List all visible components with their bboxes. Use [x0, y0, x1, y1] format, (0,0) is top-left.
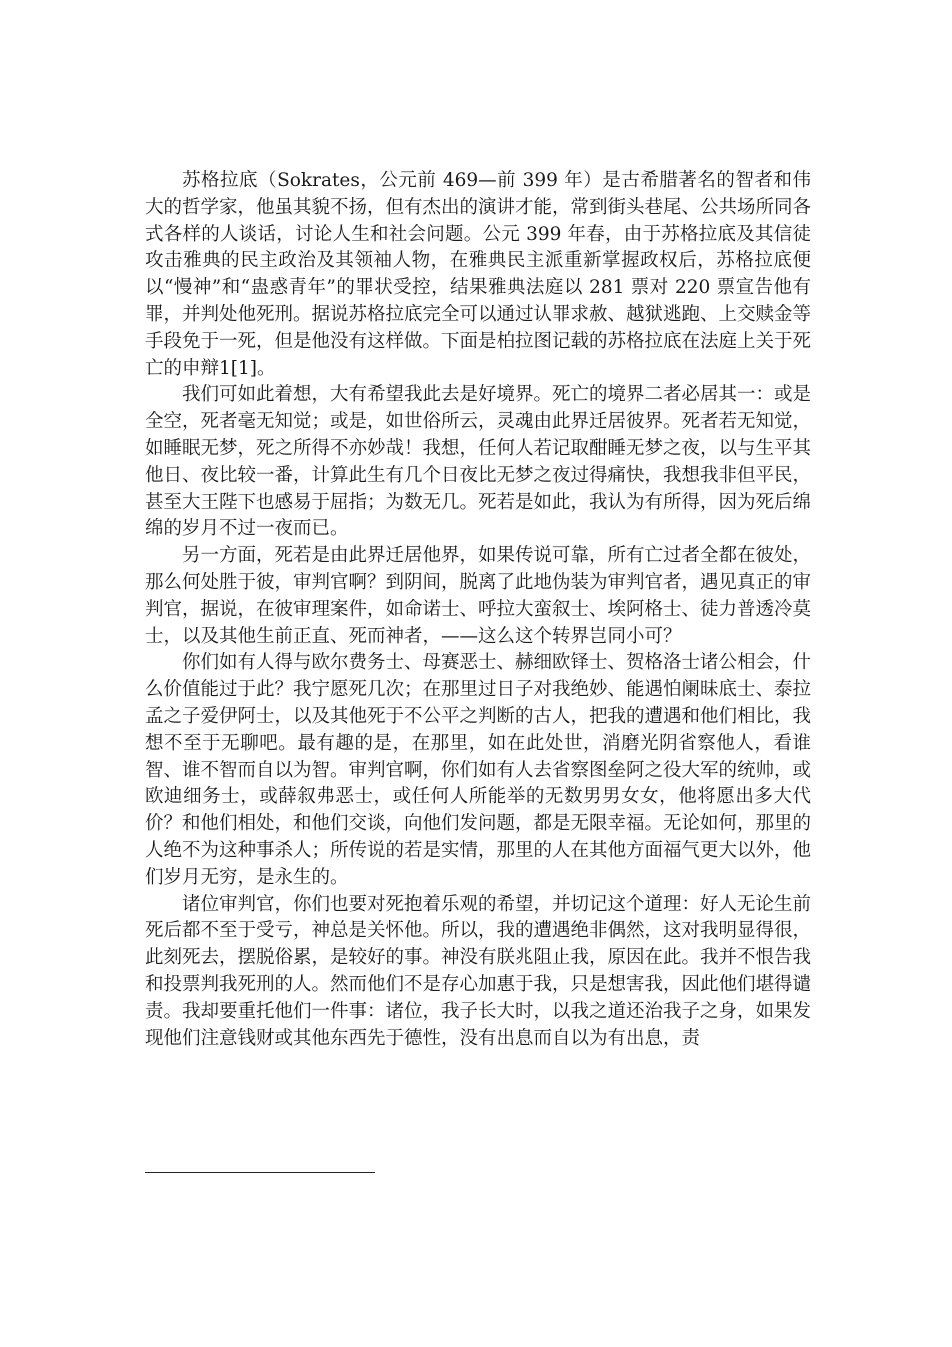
paragraph-intro: 苏格拉底（Sokrates，公元前 469—前 399 年）是古希腊著名的智者和伟大的哲学家，他虽其貌不扬，但有杰出的演讲才能，常到街头巷尾、公共场所同各式各样的人谈话，讨论人生和社会问题。公元 399 年春，由于苏格拉底及其信徒攻击雅典的民主政治及其领袖人物，在雅典民主派重新掌握政权后，苏格拉底便以“慢神”和“蛊惑青年”的罪状受控，结果雅典法庭以 281 票对 220 票宣告他有罪，并判处他死刑。据说苏格拉底完全可以通过认罪求赦、越狱逃跑、上交赎金等手段免于一死，但是他没有这样做。下面是柏拉图记载的苏格拉底在法庭上关于死亡的申辩1[1]。 — [145, 170, 812, 379]
paragraph-other-world: 另一方面，死若是由此界迁居他界，如果传说可靠，所有亡过者全都在彼处，那么何处胜于彼，审判官啊？到阴间，脱离了此地伪装为审判官者，遇见真正的审判官，据说，在彼审理案件，如命诺士、呼拉大蛮叙士、埃阿格士、徒力普透冷莫士，以及其他生前正直、死而神者，——这么这个转界岂同小可？ — [145, 545, 812, 647]
paragraph-death-hope: 我们可如此着想，大有希望我此去是好境界。死亡的境界二者必居其一：或是全空，死者毫无知觉；或是，如世俗所云，灵魂由此界迁居彼界。死者若无知觉，如睡眠无梦，死之所得不亦妙哉！我想，任何人若记取酣睡无梦之夜，以与生平其他日、夜比较一番，计算此生有几个日夜比无梦之夜过得痛快，我想我非但平民，甚至大王陛下也感易于屈指；为数无几。死若是如此，我认为有所得，因为死后绵绵的岁月不过一夜而已。 — [145, 384, 812, 540]
body-text — [145, 168, 811, 1052]
paragraph-meeting-ancients: 你们如有人得与欧尔费务士、母赛恶士、赫细欧铎士、贺格洛士诸公相会，什么价值能过于此？我宁愿死几次；在那里过日子对我绝妙、能遇怕阑昧底士、泰拉孟之子爱伊阿士，以及其他死于不公平之判断的古人，把我的遭遇和他们相比，我想不至于无聊吧。最有趣的是，在那里，如在此处世，消磨光阴省察他人，看谁智、谁不智而自以为智。审判官啊，你们如有人去省察图垒阿之役大军的统帅，或欧迪细务士，或薛叙弗恶士，或任何人所能举的无数男男女女，他将愿出多大代价？和他们相处，和他们交谈，向他们发问题，都是无限幸福。无论如何，那里的人绝不为这种事杀人；所传说的若是实情，那里的人在其他方面福气更大以外，他们岁月无穷，是永生的。 — [145, 652, 812, 888]
footnote-separator — [145, 1172, 375, 1173]
paragraph-final-request: 诸位审判官，你们也要对死抱着乐观的希望，并切记这个道理：好人无论生前死后都不至于受亏，神总是关怀他。所以，我的遭遇绝非偶然，这对我明显得很，此刻死去，摆脱俗累，是较好的事。神没有朕兆阻止我，原因在此。我并不恨告我和投票判我死刑的人。然而他们不是存心加惠于我，只是想害我，因此他们堪得谴责。我却要重托他们一件事：诸位，我子长大时，以我之道还治我子之身，如果发现他们注意钱财或其他东西先于德性，没有出息而自以为有出息，责 — [145, 893, 812, 1049]
